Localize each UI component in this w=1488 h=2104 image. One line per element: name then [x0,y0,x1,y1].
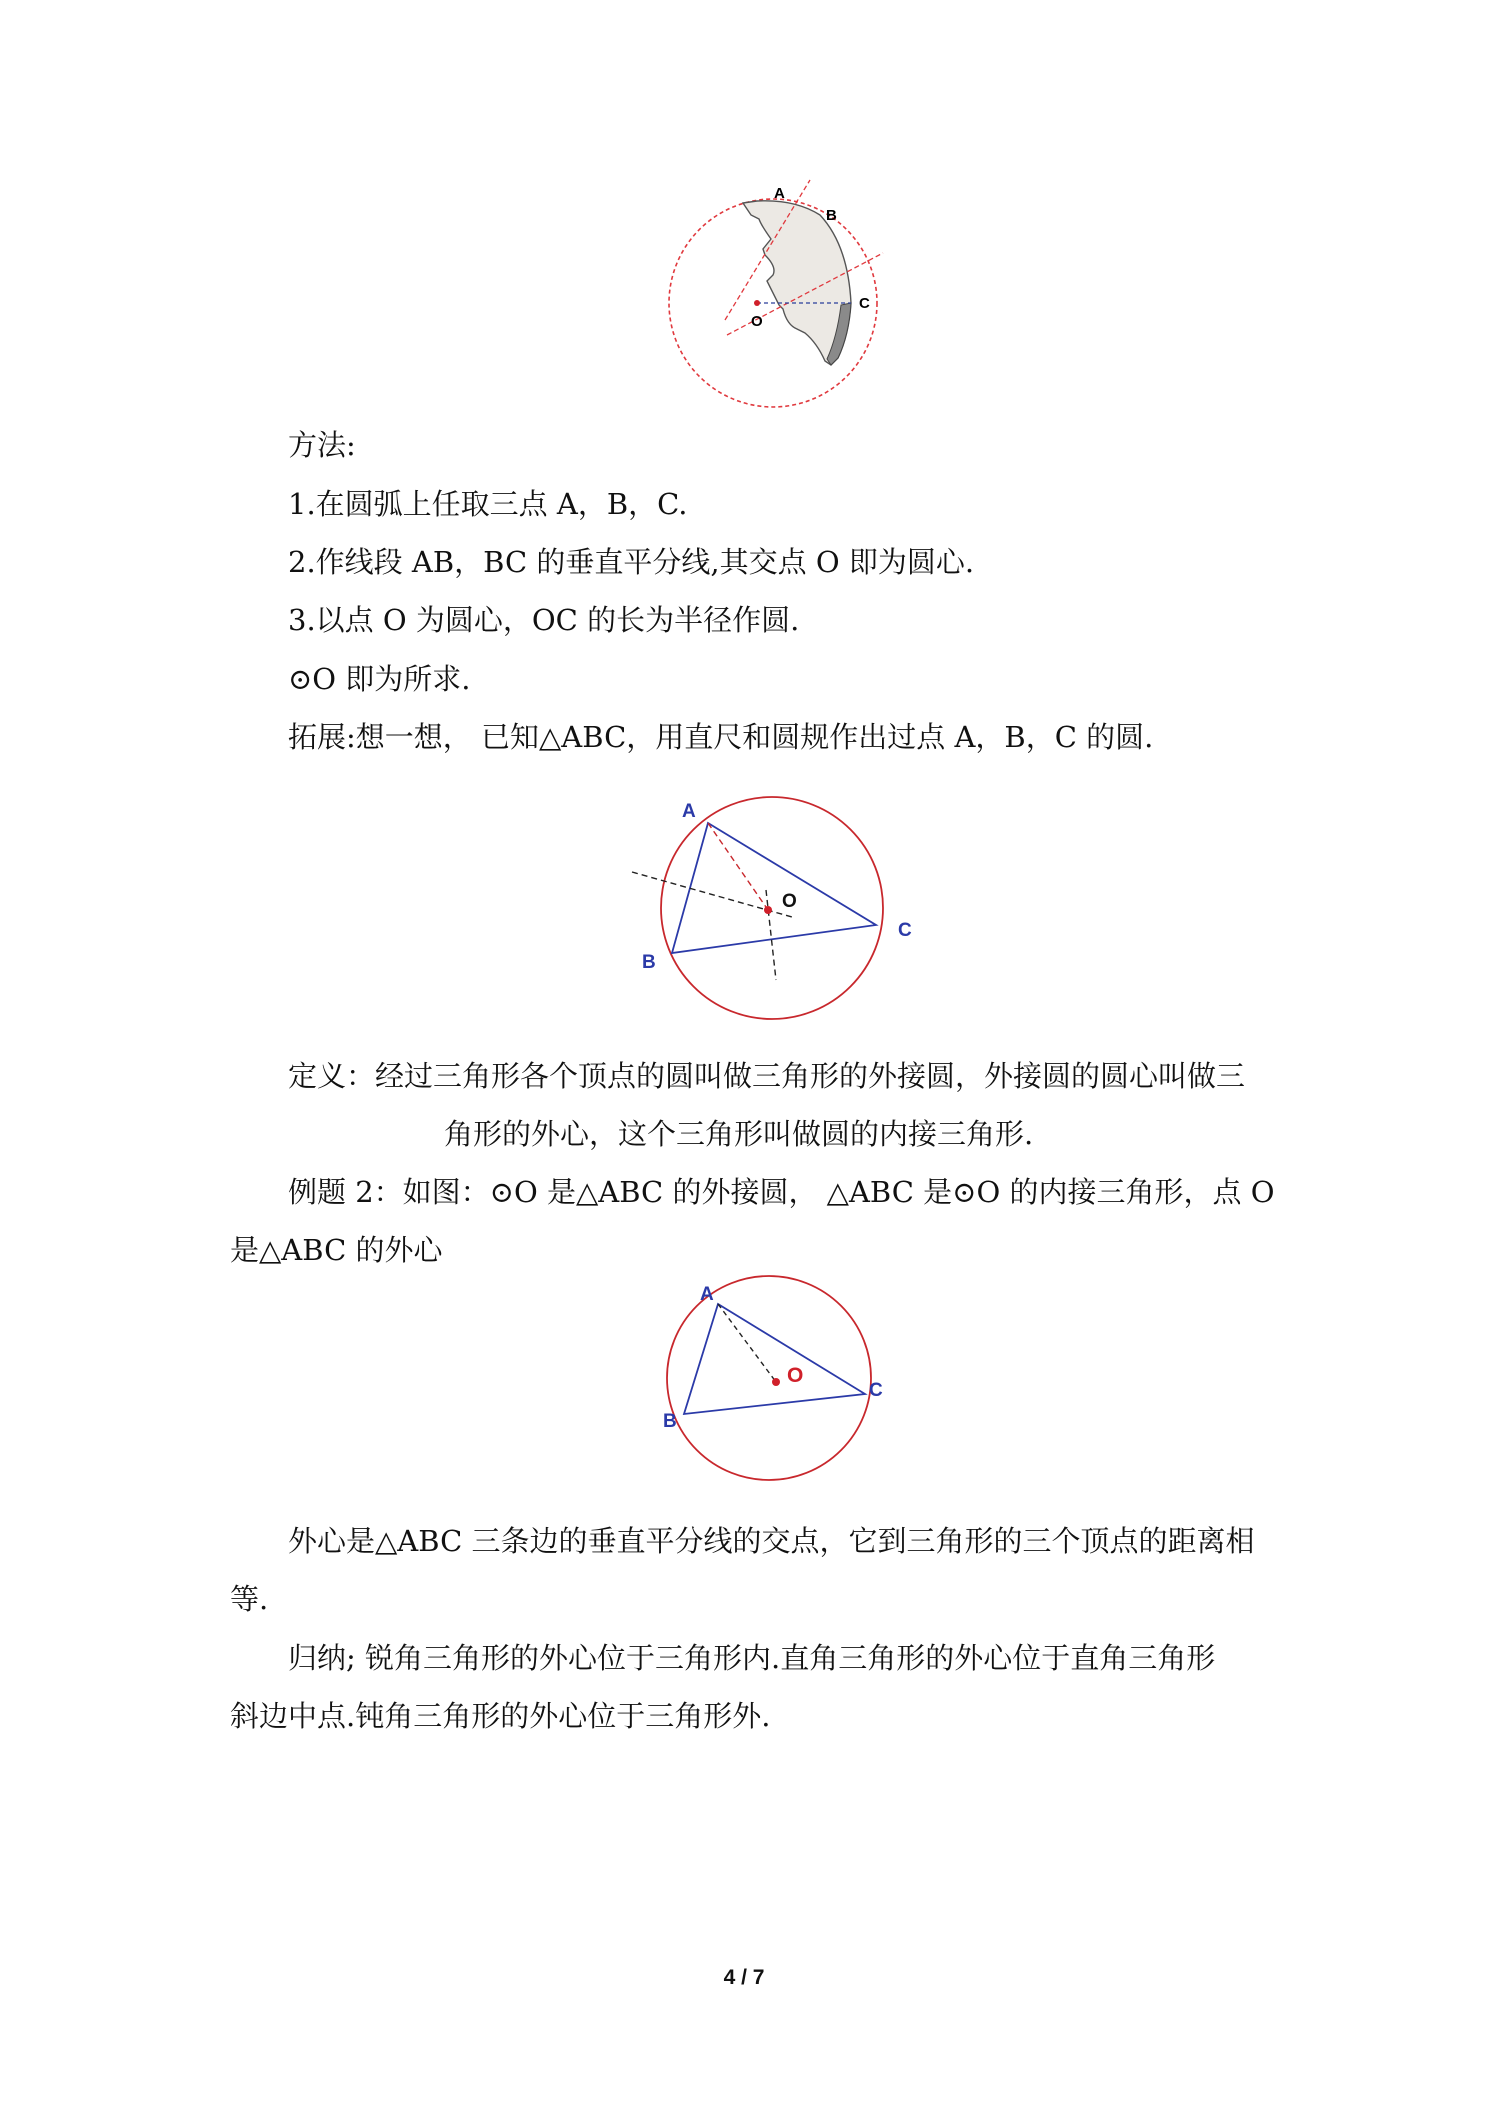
perpendicular-bisector-2 [766,890,776,980]
triangle-abc [672,823,876,953]
circumcenter-line-2: 等. [230,1582,269,1616]
label-a: A [682,801,696,822]
construction-figure [620,790,920,1030]
label-a: A [774,185,785,202]
label-o: O [751,313,763,330]
method-step-3: 3.以点 O 为圆心，OC 的长为半径作圆. [288,603,800,637]
segment-ao [708,823,768,910]
method-conclusion: ⊙O 即为所求. [288,662,471,696]
summary-line-2: 斜边中点.钝角三角形的外心位于三角形外. [230,1699,771,1733]
example-line-1: 例题 2：如图：⊙O 是△ABC 的外接圆， △ABC 是⊙O 的内接三角形，点 O [288,1175,1275,1209]
label-o: O [787,1364,804,1387]
broken-wheel-figure [655,175,895,410]
label-c: C [869,1380,883,1401]
label-o: O [782,891,797,912]
label-a: A [700,1284,714,1305]
extension-question: 拓展:想一想， 已知△ABC，用直尺和圆规作出过点 A，B，C 的圆. [288,720,1154,754]
circumcenter-point [764,906,772,914]
center-point [754,300,760,306]
label-b: B [663,1411,677,1432]
triangle-abc [684,1304,865,1414]
method-step-1: 1.在圆弧上任取三点 A，B，C. [288,487,688,521]
label-b: B [642,952,656,973]
circumcenter-point [772,1378,780,1386]
circumcircle-figure [655,1272,905,1492]
summary-line-1: 归纳; 锐角三角形的外心位于三角形内.直角三角形的外心位于直角三角形 [288,1641,1216,1675]
method-title: 方法: [288,428,356,462]
label-c: C [859,295,870,312]
definition-line-1: 定义：经过三角形各个顶点的圆叫做三角形的外接圆，外接圆的圆心叫做三 [288,1059,1246,1093]
label-b: B [826,207,837,224]
page-number: 4 / 7 [723,1966,765,1989]
example-line-2: 是△ABC 的外心 [230,1233,443,1267]
method-step-2: 2.作线段 AB，BC 的垂直平分线,其交点 O 即为圆心. [288,545,975,579]
definition-line-2: 角形的外心，这个三角形叫做圆的内接三角形. [444,1117,1034,1151]
label-c: C [898,920,912,941]
circumcenter-line-1: 外心是△ABC 三条边的垂直平分线的交点，它到三角形的三个顶点的距离相 [288,1524,1255,1558]
radius-ao [718,1304,776,1382]
